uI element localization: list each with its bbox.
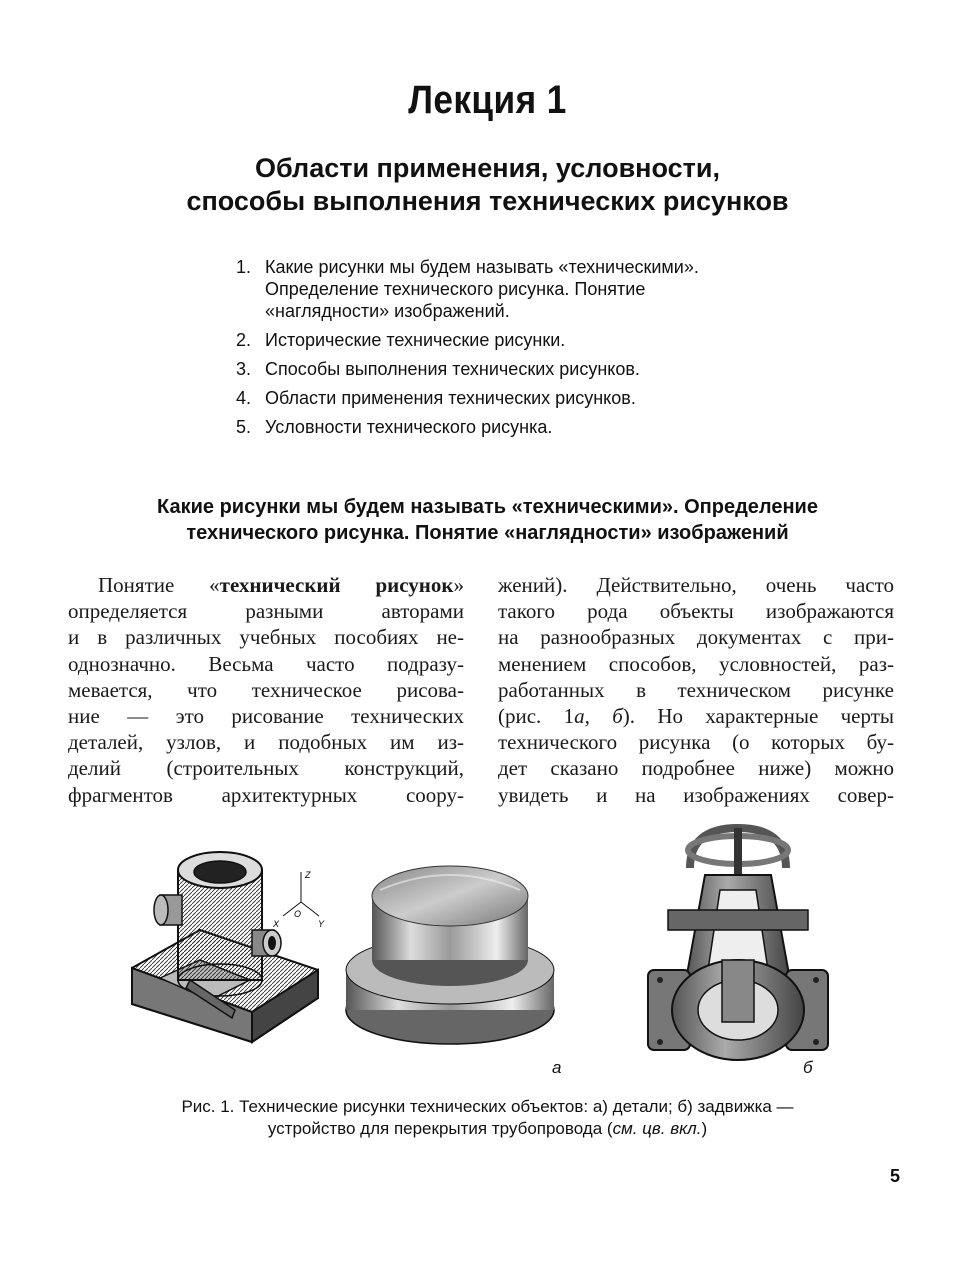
axis-label-y: Y (318, 919, 325, 929)
caption-text: ) (701, 1119, 708, 1138)
toc-item (236, 256, 796, 322)
body-line: технического рисунка (о которых бу- (498, 730, 894, 755)
body-line: жений). Действительно, очень часто (498, 573, 894, 597)
figure-reference: а, б (574, 704, 623, 729)
toc-item-number: 1. (236, 257, 252, 277)
toc-item-line: Способы выполнения технических рисунков. (265, 359, 640, 379)
section-title-line: Какие рисунки мы будем называть «техническими». Определение (157, 496, 818, 518)
axes-indicator (272, 870, 325, 929)
body-line (498, 703, 894, 729)
toc-item-line: Условности технического рисунка. (265, 417, 553, 437)
toc-item-number: 2. (236, 330, 252, 350)
caption-line (60, 1118, 915, 1140)
body-line: дет сказано подробнее ниже) можно (498, 756, 894, 781)
chapter-title (0, 152, 975, 218)
toc-item-line: Какие рисунки мы будем называть «техническими». (265, 257, 699, 277)
table-of-contents (236, 256, 796, 445)
toc-item (236, 329, 796, 351)
body-line (68, 572, 464, 598)
toc-item (236, 358, 796, 380)
body-line: фрагментов архитектурных соору- (68, 782, 464, 807)
toc-item (236, 416, 796, 438)
body-line: и в различных учебных пособиях не- (68, 625, 464, 650)
stepped-cylinder-drawing (346, 866, 554, 1044)
toc-item-line: Области применения технических рисунков. (265, 388, 636, 408)
figure-label-a: а (552, 1058, 562, 1077)
toc-item-line: «наглядности» изображений. (265, 301, 510, 321)
body-line: такого рода объекты изображаются (498, 599, 894, 624)
body-line: увидеть и на изображениях совер- (498, 782, 894, 807)
toc-item-number: 3. (236, 359, 252, 379)
axis-label-o: O (294, 909, 302, 919)
body-text: » (453, 573, 464, 597)
body-line: деталей, узлов, и подобных им из- (68, 730, 464, 755)
chapter-title-line: способы выполнения технических рисунков (186, 186, 789, 216)
page-number: 5 (889, 1166, 900, 1186)
body-column-left (68, 572, 464, 808)
toc-item-line: Определение технического рисунка. Понятие (265, 279, 646, 299)
figure-label-b: б (803, 1058, 813, 1077)
section-title-line: технического рисунка. Понятие «наглядности» изображений (186, 522, 789, 544)
body-text: Понятие « (98, 573, 220, 597)
body-column-right (498, 572, 894, 808)
section-title (60, 494, 915, 546)
toc-item (236, 387, 796, 409)
caption-reference: см. цв. вкл. (612, 1119, 702, 1138)
toc-item-text (265, 256, 796, 322)
figure-illustrations (0, 820, 975, 1090)
body-text: ). Но характерные черты (622, 704, 894, 729)
toc-item-number: 4. (236, 388, 252, 408)
body-text: (рис. 1 (498, 704, 575, 729)
toc-item-line: Исторические технические рисунки. (265, 330, 566, 350)
body-line: однозначно. Весьма часто подразу- (68, 651, 464, 676)
gate-valve-drawing (648, 828, 828, 1060)
body-line: мевается, что техническое рисова- (68, 677, 464, 702)
bracket-drawing (132, 852, 318, 1042)
caption-line: Рис. 1. Технические рисунки технических объектов: а) детали; б) задвижка — (181, 1097, 794, 1116)
body-line: определяется разными авторами (68, 599, 464, 624)
lecture-title: Лекция 1 (408, 78, 567, 122)
body-line: на разнообразных документах с при- (498, 625, 894, 650)
term-highlight: технический рисунок (219, 573, 454, 597)
body-line: ние — это рисование технических (68, 704, 464, 729)
toc-item-number: 5. (236, 417, 252, 437)
caption-text: устройство для перекрытия трубопровода ( (267, 1119, 613, 1138)
chapter-title-line: Области применения, условности, (255, 153, 720, 183)
figure-1 (0, 820, 975, 1090)
body-line: менением способов, условностей, раз- (498, 651, 894, 676)
body-line: работанных в техническом рисунке (498, 677, 894, 702)
figure-caption (60, 1096, 915, 1140)
axis-label-z: Z (305, 870, 311, 880)
body-line: делий (строительных конструкций, (68, 756, 464, 781)
axis-label-x: X (273, 919, 280, 929)
